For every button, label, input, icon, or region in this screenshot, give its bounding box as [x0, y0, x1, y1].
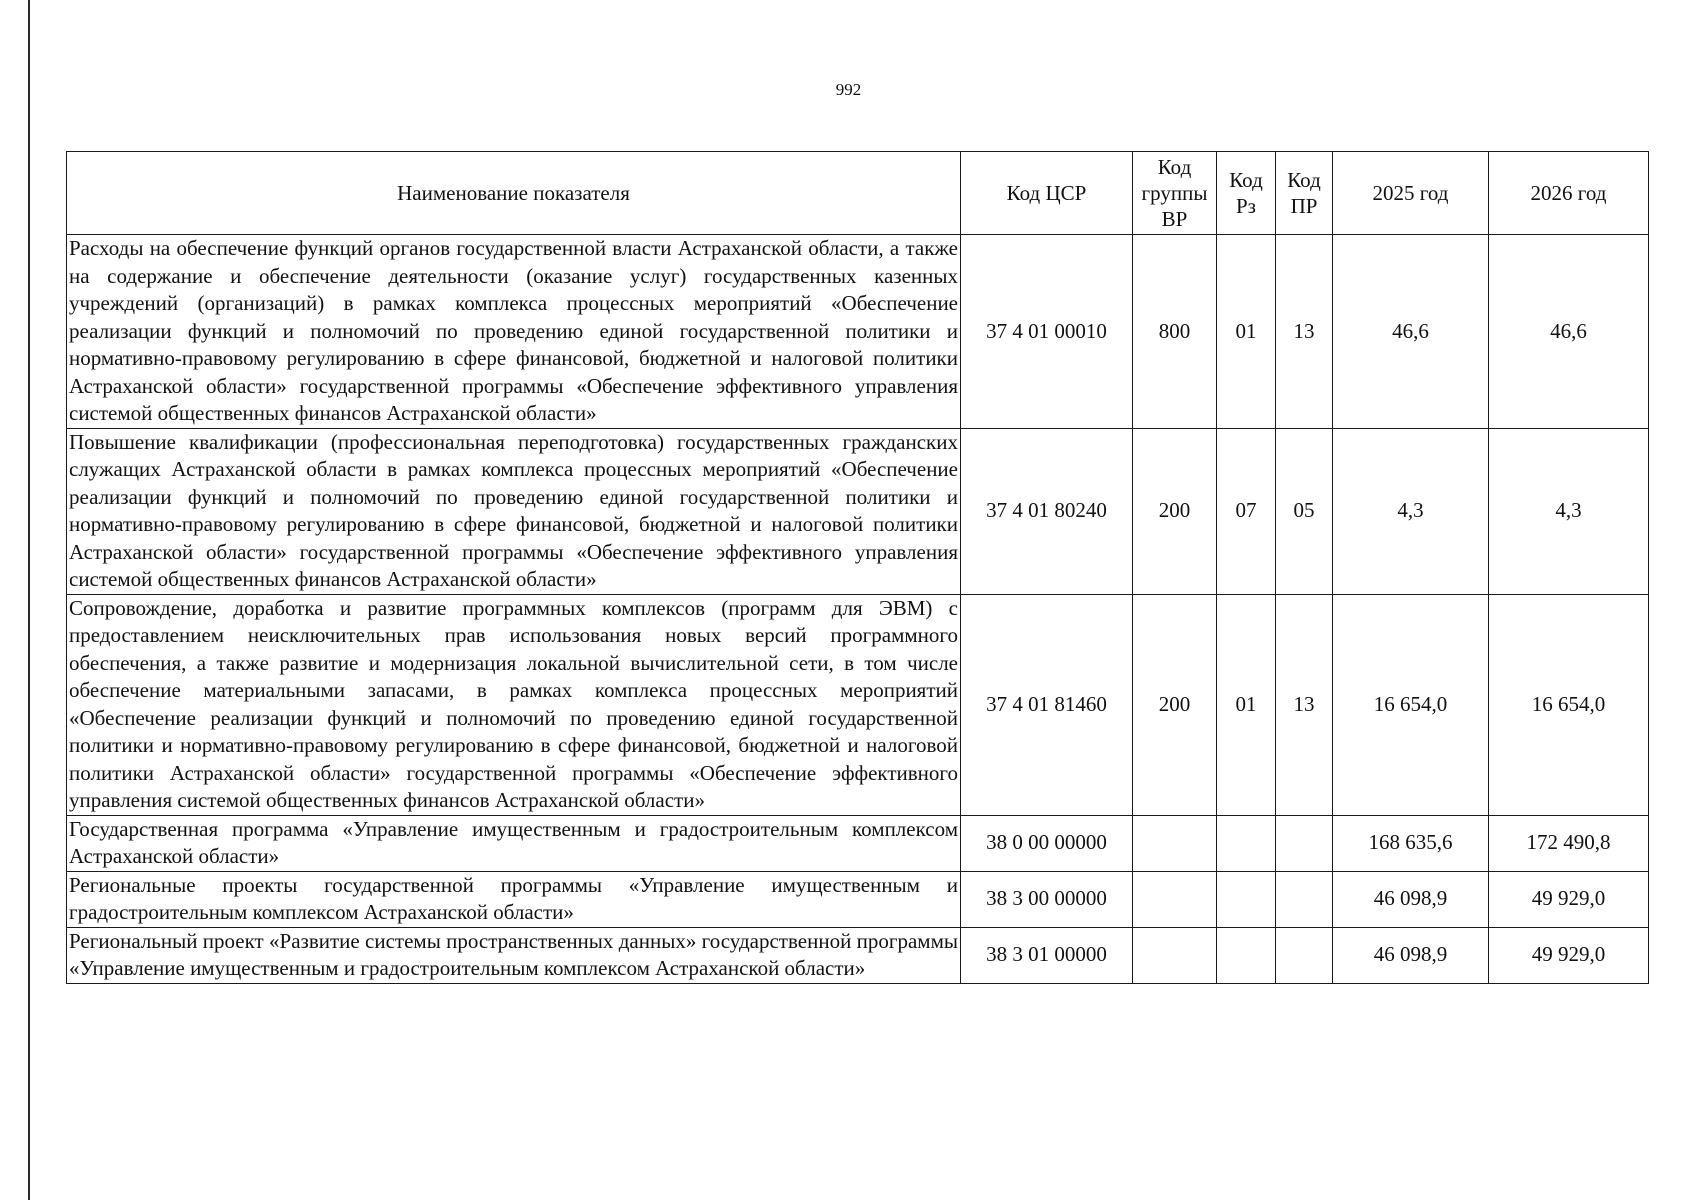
- row-2026: 46,6: [1489, 235, 1649, 429]
- row-2025: 46 098,9: [1333, 871, 1489, 927]
- row-2025: 46 098,9: [1333, 927, 1489, 983]
- row-rz: [1217, 927, 1276, 983]
- table-row: [67, 871, 1649, 927]
- table-row: [67, 927, 1649, 983]
- row-pr: 05: [1276, 428, 1333, 594]
- header-vr-line1: Код: [1157, 155, 1192, 179]
- row-name: Региональные проекты государственной программы «Управление имущественным и градостроительным комплексом Астраханской области»: [67, 871, 961, 927]
- row-pr: 13: [1276, 594, 1333, 815]
- page-number: 992: [835, 80, 862, 99]
- header-csr: Код ЦСР: [961, 152, 1133, 235]
- row-rz: 07: [1217, 428, 1276, 594]
- row-vr: 800: [1133, 235, 1217, 429]
- row-csr: 38 3 01 00000: [961, 927, 1133, 983]
- header-2026: 2026 год: [1489, 152, 1649, 235]
- row-csr: 37 4 01 81460: [961, 594, 1133, 815]
- row-2025: 46,6: [1333, 235, 1489, 429]
- table-row: [67, 594, 1649, 815]
- row-2025: 16 654,0: [1333, 594, 1489, 815]
- row-vr: 200: [1133, 428, 1217, 594]
- row-name: Расходы на обеспечение функций органов государственной власти Астраханской области, а также на содержание и обеспечение деятельности (оказание услуг) государственных казенных учреждений (организаций) в рамках комплекса процессных мероприятий «Обеспечение реализации функций и полномочий по проведению единой государственной политики и нормативно-правовому регулированию в сфере финансовой, бюджетной и налоговой политики Астраханской области» государственной программы «Обеспечение эффективного управления системой общественных финансов Астраханской области»: [67, 235, 961, 429]
- row-csr: 38 3 00 00000: [961, 871, 1133, 927]
- row-vr: [1133, 871, 1217, 927]
- row-rz: [1217, 815, 1276, 871]
- row-csr: 38 0 00 00000: [961, 815, 1133, 871]
- margin-rule: [28, 0, 30, 1200]
- row-rz: 01: [1217, 235, 1276, 429]
- row-name: Сопровождение, доработка и развитие программных комплексов (программ для ЭВМ) с предоставлением неисключительных прав использования новых версий программного обеспечения, а также развитие и модернизация локальной вычислительной сети, в том числе обеспечение материальными запасами, в рамках комплекса процессных мероприятий «Обеспечение реализации функций и полномочий по проведению единой государственной политики и нормативно-правовому регулированию в сфере финансовой, бюджетной и налоговой политики Астраханской области» государственной программы «Обеспечение эффективного управления системой общественных финансов Астраханской области»: [67, 594, 961, 815]
- row-pr: [1276, 871, 1333, 927]
- header-rz-line2: Рз: [1236, 194, 1256, 218]
- header-pr: [1276, 152, 1333, 235]
- row-vr: [1133, 815, 1217, 871]
- header-rz-line1: Код: [1229, 168, 1263, 192]
- row-2026: 49 929,0: [1489, 927, 1649, 983]
- row-2026: 49 929,0: [1489, 871, 1649, 927]
- header-pr-line1: Код: [1287, 168, 1321, 192]
- row-vr: 200: [1133, 594, 1217, 815]
- row-csr: 37 4 01 80240: [961, 428, 1133, 594]
- row-pr: [1276, 927, 1333, 983]
- row-name: Государственная программа «Управление имущественным и градостроительным комплексом Астраханской области»: [67, 815, 961, 871]
- row-pr: 13: [1276, 235, 1333, 429]
- table-row: [67, 235, 1649, 429]
- header-rz: [1217, 152, 1276, 235]
- row-2025: 4,3: [1333, 428, 1489, 594]
- row-2026: 172 490,8: [1489, 815, 1649, 871]
- budget-table: [66, 151, 1649, 984]
- row-2026: 4,3: [1489, 428, 1649, 594]
- table-row: [67, 428, 1649, 594]
- row-rz: 01: [1217, 594, 1276, 815]
- row-pr: [1276, 815, 1333, 871]
- header-vr-line3: ВР: [1161, 207, 1188, 231]
- header-vr: [1133, 152, 1217, 235]
- table-header-row: [67, 152, 1649, 235]
- row-csr: 37 4 01 00010: [961, 235, 1133, 429]
- row-rz: [1217, 871, 1276, 927]
- row-name: Повышение квалификации (профессиональная переподготовка) государственных гражданских служащих Астраханской области в рамках комплекса процессных мероприятий «Обеспечение реализации функций и полномочий по проведению единой государственной политики и нормативно-правовому регулированию в сфере финансовой, бюджетной и налоговой политики Астраханской области» государственной программы «Обеспечение эффективного управления системой общественных финансов Астраханской области»: [67, 428, 961, 594]
- row-vr: [1133, 927, 1217, 983]
- row-name: Региональный проект «Развитие системы пространственных данных» государственной программы «Управление имущественным и градостроительным комплексом Астраханской области»: [67, 927, 961, 983]
- row-2025: 168 635,6: [1333, 815, 1489, 871]
- header-vr-line2: группы: [1141, 181, 1208, 205]
- table-row: [67, 815, 1649, 871]
- header-pr-line2: ПР: [1290, 194, 1318, 218]
- header-2025: 2025 год: [1333, 152, 1489, 235]
- header-name: Наименование показателя: [67, 152, 961, 235]
- row-2026: 16 654,0: [1489, 594, 1649, 815]
